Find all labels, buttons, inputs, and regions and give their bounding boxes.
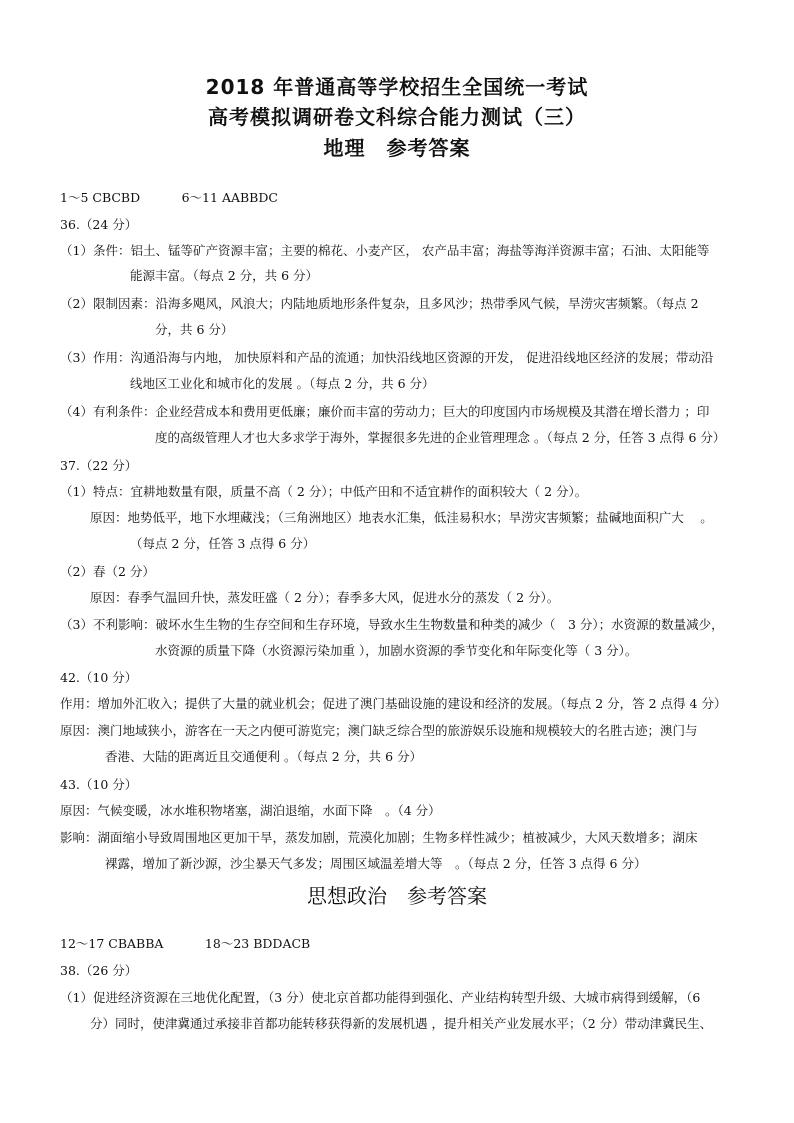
q36-heading: 36.（24 分）	[60, 217, 138, 232]
politics-answer-heading: 思想政治 参考答案	[307, 884, 487, 908]
q38-heading: 38.（26 分）	[60, 963, 138, 978]
q36-answer-2: （2）限制因素：沿海多飓风，风浪大；内陆地质地形条件复杂，且多风沙；热带季风气候，旱涝灾害频繁。（每点 2	[60, 296, 699, 311]
q37-answer-2-reason: 原因：春季气温回升快，蒸发旺盛（ 2 分）；春季多大风，促进水分的蒸发（ 2 分）。	[90, 590, 560, 605]
q38-answer-1: （1）促进经济资源在三地优化配置，（3 分）使北京首都功能得到强化、产业结构转型升级、大城市病得到缓解，（6	[60, 990, 701, 1005]
exam-title-line-2: 高考模拟调研卷文科综合能力测试（三）	[208, 105, 586, 129]
q37-answer-1-reason: 原因：地势低平，地下水埋藏浅；（三角洲地区）地表水汇集，低洼易积水；旱涝灾害频繁；盐碱地面积广大 。	[90, 510, 713, 525]
politics-choice-answers: 12～17 CBABBA 18～23 BDDACB	[60, 936, 311, 951]
q42-heading: 42.（10 分）	[60, 670, 138, 685]
geography-answer-heading: 地理 参考答案	[323, 136, 471, 160]
q42-answer-2-cont: 香港、大陆的距离近且交通便利 。（每点 2 分，共 6 分）	[105, 749, 423, 764]
q36-answer-1: （1）条件：铝土、锰等矿产资源丰富；主要的棉花、小麦产区， 农产品丰富；海盐等海洋资源丰富；石油、太阳能等	[60, 243, 710, 258]
q38-answer-1-cont: 分）同时，使津冀通过承接非首都功能转移获得新的发展机遇 ，提升相关产业发展水平；（2 分）带动津冀民生、	[90, 1016, 713, 1031]
geo-choice-answers: 1～5 CBCBD 6～11 AABBDC	[60, 190, 278, 205]
q37-answer-3-cont: 水资源的质量下降（水资源污染加重 ），加剧水资源的季节变化和年际变化等（ 3 分）。	[155, 643, 638, 658]
q36-answer-2-cont: 分，共 6 分）	[155, 322, 234, 337]
q37-answer-1: （1）特点：宜耕地数量有限，质量不高（ 2 分）；中低产田和不适宜耕作的面积较大（ 2 分）。	[60, 484, 588, 499]
q36-answer-4-cont: 度的高级管理人才也大多求学于海外，掌握很多先进的企业管理理念 。（每点 2 分，任答 3 点得 6 分）	[155, 430, 726, 445]
q37-answer-2: （2）春（2 分）	[60, 564, 155, 579]
q36-answer-4: （4）有利条件：企业经营成本和费用更低廉；廉价而丰富的劳动力；巨大的印度国内市场规模及其潜在增长潜力 ；印	[60, 404, 710, 419]
q43-answer-2-cont: 裸露，增加了新沙源，沙尘暴天气多发；周围区域温差增大等 。（每点 2 分，任答 3 点得 6 分）	[105, 856, 647, 871]
q36-answer-1-cont: 能源丰富。（每点 2 分，共 6 分）	[130, 268, 319, 283]
q37-heading: 37.（22 分）	[60, 458, 138, 473]
q37-answer-1-reason-cont: （每点 2 分，任答 3 点得 6 分）	[130, 536, 316, 551]
q36-answer-3: （3）作用：沟通沿海与内地， 加快原料和产品的流通；加快沿线地区资源的开发， 促进沿线地区经济的发展；带动沿	[60, 350, 714, 365]
q42-answer-1: 作用：增加外汇收入；提供了大量的就业机会；促进了澳门基础设施的建设和经济的发展。（每点 2 分，答 2 点得 4 分）	[60, 696, 727, 711]
exam-title-line-1: 2018 年普通高等学校招生全国统一考试	[205, 75, 589, 99]
q36-answer-3-cont: 线地区工业化和城市化的发展 。（每点 2 分，共 6 分）	[130, 376, 435, 391]
q43-answer-1: 原因：气候变暖，冰水堆积物堵塞，湖泊退缩，水面下降 。（4 分）	[60, 803, 441, 818]
q43-heading: 43.（10 分）	[60, 777, 138, 792]
q37-answer-3: （3）不利影响：破坏水生生物的生存空间和生存环境，导致水生生物数量和种类的减少（ 3 分）；水资源的数量减少，	[60, 617, 724, 632]
q42-answer-2: 原因：澳门地域狭小，游客在一天之内便可游览完；澳门缺乏综合型的旅游娱乐设施和规模较大的名胜古迹；澳门与	[60, 723, 698, 738]
q43-answer-2: 影响：湖面缩小导致周围地区更加干旱，蒸发加剧，荒漠化加剧；生物多样性减少；植被减少，大风天数增多；湖床	[60, 830, 698, 845]
